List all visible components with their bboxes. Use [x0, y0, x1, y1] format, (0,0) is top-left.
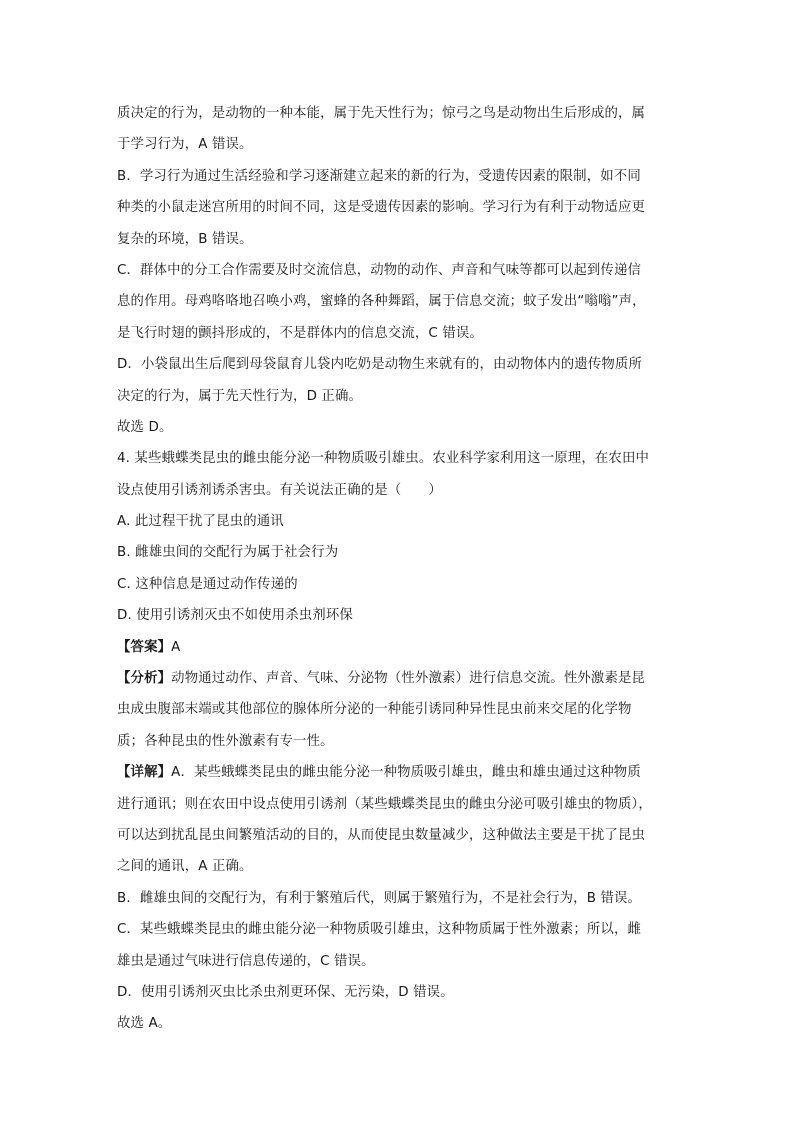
answer-value: A [171, 639, 181, 655]
option-a: A. 此过程干扰了昆虫的通讯 [117, 514, 284, 530]
text-line-2: 于学习行为，A 错误。 [117, 137, 253, 153]
analysis-label: 【分析】 [117, 671, 172, 687]
text-line-8: 是飞行时翅的颤抖形成的，不是群体内的信息交流，C 错误。 [117, 325, 483, 341]
question-4-stem-2: 设点使用引诱剂诱杀害虫。有关说法正确的是（ ） [117, 482, 442, 498]
text-line-3: B．学习行为通过生活经验和学习逐渐建立起来的新的行为，受遗传因素的限制，如不同 [117, 168, 641, 184]
document-page [117, 98, 677, 1040]
conclusion-line: 故选 A。 [117, 1016, 172, 1032]
question-4-stem-1: 4. 某些蛾蝶类昆虫的雌虫能分泌一种物质吸引雄虫。农业科学家利用这一原理，在农田中 [117, 451, 650, 467]
option-d: D. 使用引诱剂灭虫不如使用杀虫剂环保 [117, 608, 353, 624]
detail-line-4: 之间的通讯，A 正确。 [117, 859, 253, 875]
detail-label: 【详解】 [117, 765, 172, 781]
analysis-line-3: 质；各种昆虫的性外激素有专一性。 [117, 733, 334, 749]
option-c: C. 这种信息是通过动作传递的 [117, 576, 298, 592]
detail-line-5: B．雌雄虫间的交配行为，有利于繁殖后代，则属于繁殖行为，不是社会行为，B 错误。 [117, 890, 642, 906]
detail-line-1 [117, 757, 677, 788]
text-line-6: C．群体中的分工合作需要及时交流信息，动物的动作、声音和气味等都可以起到传递信 [117, 262, 642, 278]
detail-line-2: 进行通讯；则在农田中设点使用引诱剂（某些蛾蝶类昆虫的雌虫分泌可吸引雄虫的物质）， [117, 796, 652, 812]
detail-text-1: A．某些蛾蝶类昆虫的雌虫能分泌一种物质吸引雄虫，雌虫和雄虫通过这种物质 [171, 765, 641, 781]
answer-line [117, 632, 677, 663]
option-b: B. 雌雄虫间的交配行为属于社会行为 [117, 545, 339, 561]
detail-line-8: D．使用引诱剂灭虫比杀虫剂更环保、无污染，D 错误。 [117, 984, 454, 1000]
detail-line-6: C．某些蛾蝶类昆虫的雌虫能分泌一种物质吸引雄虫，这种物质属于性外激素；所以，雌 [117, 922, 642, 938]
answer-label: 【答案】 [117, 639, 172, 655]
analysis-text-1: 动物通过动作、声音、气味、分泌物（性外激素）进行信息交流。性外激素是昆 [171, 671, 646, 687]
detail-line-3: 可以达到扰乱昆虫间繁殖活动的目的，从而使昆虫数量减少，这种做法主要是干扰了昆虫 [117, 827, 646, 843]
text-line-4: 种类的小鼠走迷宫所用的时间不同，这是受遗传因素的影响。学习行为有利于动物适应更 [117, 200, 646, 216]
analysis-line-2: 虫成虫腹部末端或其他部位的腺体所分泌的一种能引诱同种异性昆虫前来交尾的化学物 [117, 702, 632, 718]
text-line-1: 质决定的行为，是动物的一种本能，属于先天性行为；惊弓之鸟是动物出生后形成的，属 [117, 106, 646, 121]
text-line-7: 息的作用。母鸡咯咯地召唤小鸡，蜜蜂的各种舞蹈，属于信息交流；蚊子发出“嗡嗡”声， [117, 294, 646, 310]
analysis-line-1 [117, 663, 677, 694]
detail-line-7: 雄虫是通过气味进行信息传递的，C 错误。 [117, 953, 375, 969]
text-line-10: 决定的行为，属于先天性行为，D 正确。 [117, 388, 363, 404]
text-line-5: 复杂的环境，B 错误。 [117, 231, 253, 247]
text-line-9: D．小袋鼠出生后爬到母袋鼠育儿袋内吃奶是动物生来就有的，由动物体内的遗传物质所 [117, 357, 643, 373]
text-line-11: 故选 D。 [117, 419, 173, 435]
